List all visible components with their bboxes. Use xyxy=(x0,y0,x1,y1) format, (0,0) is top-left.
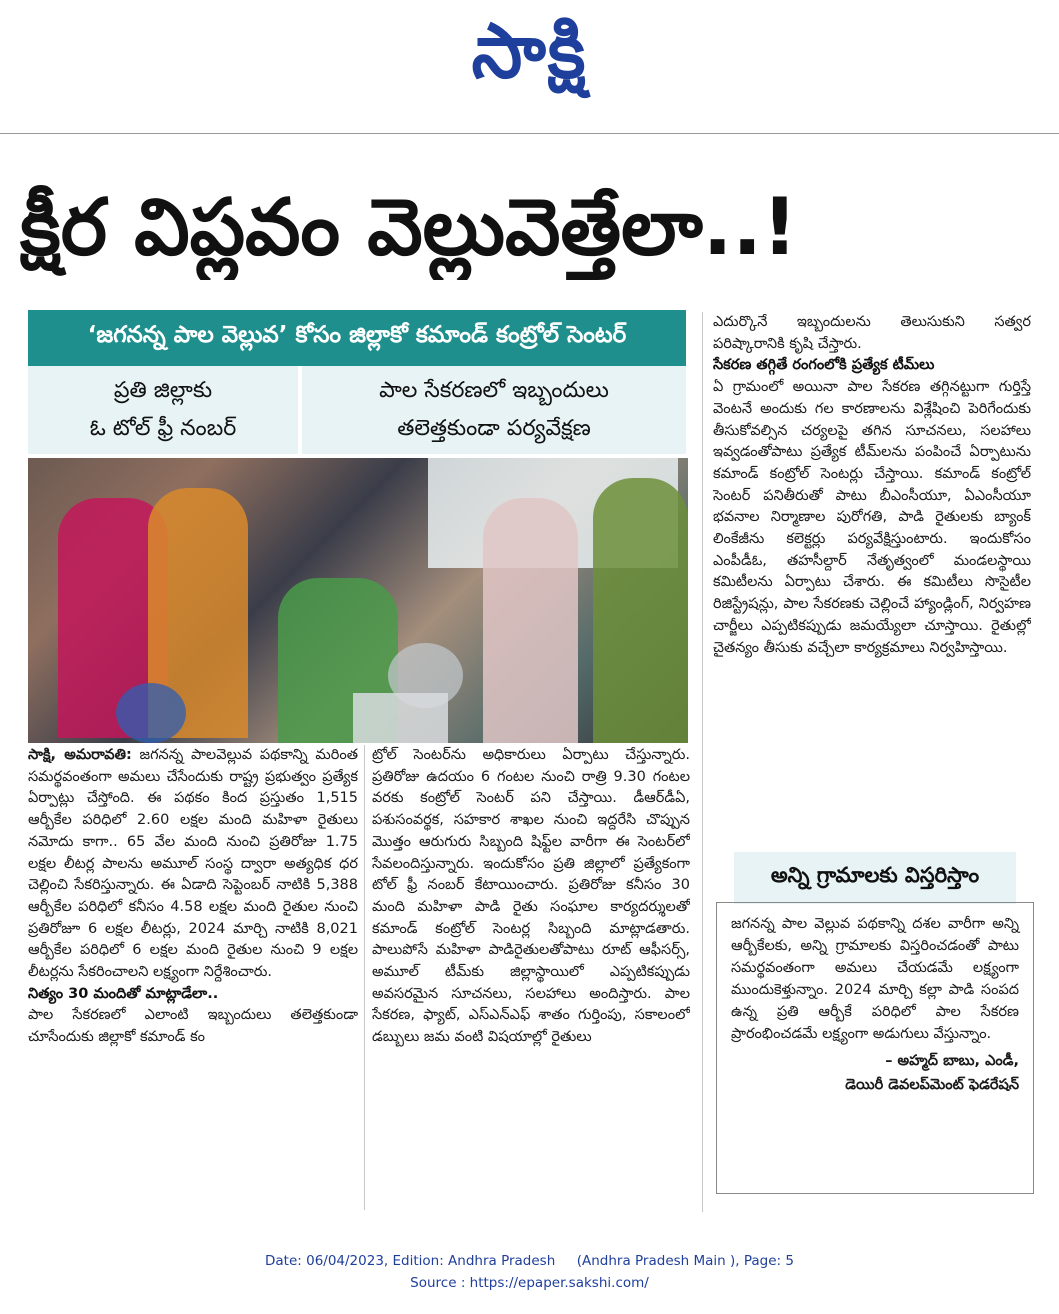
quote-text: జగనన్న పాల వెల్లువ పథకాన్ని దశల వారీగా అన్ని ఆర్బీకేలకు, అన్ని గ్రామాలకు విస్తరించడంతో పాటు సమర్థవంతంగా అమలు చేయడమే లక్ష్యంగా ముందుకెళ్తున్నాం. 2024 మార్చి కల్లా పాడి సంపద ఉన్న ప్రతి ఆర్బీకే పరిధిలో పాల సేకరణ ప్రారంభించడమే లక్ష్యంగా అడుగులు వేస్తున్నాం. xyxy=(731,916,1019,1042)
photo-milk-tank xyxy=(353,693,448,743)
photo-figure xyxy=(483,498,578,743)
photo-milk-can xyxy=(116,683,186,743)
footer xyxy=(0,1250,1059,1294)
subheading: నిత్యం 30 మందితో మాట్లాడేలా.. xyxy=(28,985,219,1002)
headline: క్షీర విప్లవం వెల్లువెత్తేలా..! xyxy=(20,183,798,273)
article-column-3 xyxy=(713,312,1031,832)
subheading: సేకరణ తగ్గితే రంగంలోకి ప్రత్యేక టీమ్‌లు xyxy=(713,357,935,374)
footer-source-link[interactable]: Source : https://epaper.sakshi.com/ xyxy=(410,1275,649,1291)
deck-right-line-1: పాల సేకరణలో ఇబ్బందులు xyxy=(379,378,609,403)
subhead-bar xyxy=(28,310,686,366)
sakshi-logo: సాక్షి xyxy=(471,6,588,95)
quote-sig-name: – అహ్మద్ బాబు, ఎండీ, xyxy=(885,1053,1019,1069)
article-paragraph xyxy=(28,745,358,984)
article-paragraph: పాల సేకరణలో ఎలాంటి ఇబ్బందులు తలెత్తకుండా చూసేందుకు జిల్లాకో కమాండ్ కం xyxy=(28,1007,358,1046)
deck-right-line-2: తలెత్తకుండా పర్యవేక్షణ xyxy=(397,416,591,441)
masthead xyxy=(0,0,1059,120)
quote-signature xyxy=(731,1049,1019,1097)
article-paragraph: ట్రోల్ సెంటర్‌ను అధికారులు ఏర్పాటు చేస్తున్నారు. ప్రతిరోజు ఉదయం 6 గంటల నుంచి రాత్రి 9.30 గంటల వరకు కంట్రోల్ సెంటర్ పని చేస్తాయి. డీఆర్‌డీఏ, పశుసంవర్థక, సహకార శాఖల నుంచి ఇద్దరేసి చొప్పున మొత్తం ఆరుగురు సిబ్బంది షిఫ్ట్‌ల వారీగా ఈ సెంటర్‌లో సేవలందిస్తున్నారు. ఇందుకోసం ప్రతి జిల్లాలో ప్రత్యేకంగా టోల్ ఫ్రీ నంబర్ కేటాయించారు. ప్రతిరోజు కనీసం 30 మంది మహిళా పాడి రైతు సంఘాల కార్యదర్శులతో కమాండ్ కంట్రోల్ సెంటర్ల సిబ్బంది మాట్లాడతారు. పాలుపోసే మహిళా పాడిరైతులతోపాటు రూట్ ఆఫీసర్స్, అమూల్ టీమ్‌కు జిల్లాస్థాయిలో ఎప్పటికప్పుడు అవసరమైన సూచనలు, సలహాలు అందిస్తారు. పాల సేకరణ, ఫ్యాట్, ఎస్‌ఎన్‌ఎఫ్ శాతం గుర్తింపు, సకాలంలో డబ్బులు జమ వంటి విషయాల్లో రైతులు xyxy=(372,747,690,1046)
column-divider xyxy=(702,312,703,1212)
article-paragraph: ఎదుర్కొనే ఇబ్బందులను తెలుసుకుని సత్వర పరిష్కారానికి కృషి చేస్తారు. xyxy=(713,314,1031,352)
footer-date-edition: Date: 06/04/2023, Edition: Andhra Pradesh (Andhra Pradesh Main ), Page: 5 xyxy=(265,1253,794,1269)
deck-left xyxy=(28,366,298,454)
deck-left-line-1: ప్రతి జిల్లాకు xyxy=(113,378,213,403)
column-divider xyxy=(364,745,365,1210)
article-column-1 xyxy=(28,745,358,1210)
article-column-2 xyxy=(372,745,690,1210)
quote-heading: అన్ని గ్రామాలకు విస్తరిస్తాం xyxy=(734,852,1016,904)
paragraph-text: జగనన్న పాలవెల్లువ పథకాన్ని మరింత సమర్థవంతంగా అమలు చేసేందుకు రాష్ట్ర ప్రభుత్వం ప్రత్యేక ఏర్పాట్లు చేస్తోంది. ఈ పథకం కింద ప్రస్తుతం 1,515 ఆర్బీకేల పరిధిలో 2.60 లక్షల మంది మహిళా రైతులు నమోదు కాగా.. 65 వేల మంది నుంచి ప్రతిరోజు 1.75 లక్షల లీటర్ల పాలను అమూల్ సంస్థ ద్వారా అత్యధిక ధర చెల్లించి సేకరిస్తున్నారు. ఈ ఏడాది సెప్టెంబర్ నాటికి 5,388 ఆర్బీకేల పరిధిలో కనీసం 4.58 లక్షల మంది రైతుల నుంచి ప్రతిరోజూ 6 లక్షల లీటర్లు, 2024 మార్చి నాటికి 8,021 ఆర్బీకేల పరిధిలో 6 లక్షల మంది రైతుల నుంచి 9 లక్షల లీటర్లను సేకరించాలని లక్ష్యంగా నిర్దేశించారు. xyxy=(28,747,358,981)
deck-left-line-2: ఓ టోల్ ఫ్రీ నంబర్ xyxy=(89,416,237,441)
subhead-text: ‘జగనన్న పాల వెల్లువ’ కోసం జిల్లాకో కమాండ్ కంట్రోల్ సెంటర్ xyxy=(87,322,627,348)
news-photo xyxy=(28,458,688,743)
quote-box xyxy=(716,902,1034,1194)
masthead-divider xyxy=(0,133,1059,134)
deck-right xyxy=(302,366,686,454)
photo-figure xyxy=(593,478,688,743)
dateline: సాక్షి, అమరావతి: xyxy=(28,747,132,763)
quote-sig-org: డెయిరీ డెవలప్‌మెంట్ ఫెడరేషన్ xyxy=(845,1077,1019,1093)
article-paragraph: ఏ గ్రామంలో అయినా పాల సేకరణ తగ్గినట్టుగా గుర్తిస్తే వెంటనే అందుకు గల కారణాలను విశ్లేషించి పెరిగేందుకు తీసుకోవల్సిన చర్యలపై తగిన సూచనలు, సలహాలు ఇవ్వడంతోపాటు ప్రత్యేక టీమ్‌లను పంపించే ఏర్పాటును కమాండ్ కంట్రోల్ సెంటర్లు చేస్తాయి. కమాండ్ కంట్రోల్ సెంటర్ పనితీరుతో పాటు బీఎంసీయూ, ఏఎంసీయూ భవనాల నిర్మాణాల పురోగతి, పాడి రైతులకు బ్యాంక్ లింకేజీను కలెక్టర్లు పర్యవేక్షిస్తుంటారు. ఇందుకోసం ఎంపీడీఓ, తహసీల్దార్ నేతృత్వంలో మండలస్థాయి కమిటీలను ఏర్పాటు చేశారు. ఈ కమిటీలు సొసైటీల రిజిస్ట్రేషన్లు, పాల సేకరణకు చెల్లించే హ్యాండ్లింగ్, నిర్వహణ చార్జీలు ఎప్పటికప్పుడు జమయ్యేలా చూస్తాయి. రైతుల్లో చైతన్యం తీసుకు వచ్చేలా కార్యక్రమాలు నిర్వహిస్తాయి. xyxy=(713,379,1031,656)
